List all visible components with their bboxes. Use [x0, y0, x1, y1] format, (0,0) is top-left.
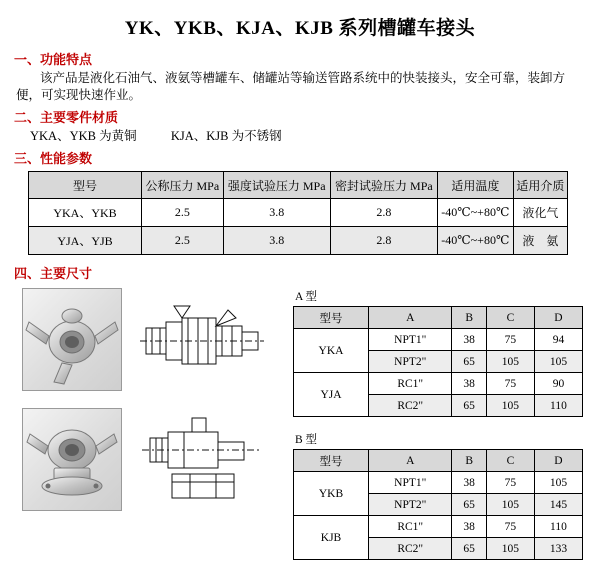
- perf-r1-c2: 3.8: [223, 227, 330, 255]
- material-line: [30, 128, 584, 145]
- dimA-r0-c3: 75: [486, 329, 534, 351]
- perf-r1-c5: 液 氨: [513, 227, 567, 255]
- dimA-r3-c2: 65: [452, 395, 486, 417]
- dimA-r2-c3: 75: [486, 373, 534, 395]
- dimA-col-3: C: [486, 307, 534, 329]
- perf-r1-c3: 2.8: [330, 227, 437, 255]
- dimB-r3-c4: 133: [534, 538, 582, 560]
- perf-col-0: 型号: [29, 172, 142, 199]
- dimB-col-4: D: [534, 450, 582, 472]
- perf-col-4: 适用温度: [437, 172, 513, 199]
- dimB-r0-c0: YKB: [294, 472, 369, 516]
- perf-r1-c1: 2.5: [142, 227, 224, 255]
- dimB-col-1: A: [369, 450, 452, 472]
- perf-r0-c3: 2.8: [330, 199, 437, 227]
- dimB-col-0: 型号: [294, 450, 369, 472]
- perf-col-2: 强度试验压力 MPa: [223, 172, 330, 199]
- dimA-col-4: D: [534, 307, 582, 329]
- table-row: [29, 199, 568, 227]
- dimA-r0-c1: NPT1": [369, 329, 452, 351]
- dimA-r2-c2: 38: [452, 373, 486, 395]
- dimA-r1-c3: 105: [486, 351, 534, 373]
- dimB-r1-c4: 145: [534, 494, 582, 516]
- dimA-r0-c4: 94: [534, 329, 582, 351]
- features-text: 该产品是液化石油气、液氨等槽罐车、储罐站等输送管路系统中的快装接头，安全可靠，装卸方便，可实现快速作业。: [16, 71, 566, 102]
- dimension-table-a: [293, 306, 583, 417]
- figure-row-b: [22, 408, 272, 511]
- dimB-r3-c3: 105: [486, 538, 534, 560]
- section-heading-material: 二、主要零件材质: [14, 110, 119, 125]
- dimB-r2-c3: 75: [486, 516, 534, 538]
- dimB-r0-c4: 105: [534, 472, 582, 494]
- dimB-col-3: C: [486, 450, 534, 472]
- dimA-r2-c0: YJA: [294, 373, 369, 417]
- section-heading-performance: 三、性能参数: [14, 151, 93, 166]
- dimension-tables-column: [293, 288, 585, 574]
- coupling-photo-a-icon: [24, 292, 120, 388]
- dimB-r2-c0: KJB: [294, 516, 369, 560]
- table-row: [294, 516, 583, 538]
- perf-r1-c0: YJA、YJB: [29, 227, 142, 255]
- coupling-photo-b-icon: [24, 412, 120, 508]
- table-row: [29, 227, 568, 255]
- dimB-r0-c3: 75: [486, 472, 534, 494]
- perf-r0-c0: YKA、YKB: [29, 199, 142, 227]
- line-drawing-a: [132, 288, 270, 391]
- dimA-r3-c3: 105: [486, 395, 534, 417]
- dimB-r1-c3: 105: [486, 494, 534, 516]
- table-header-row: [294, 450, 583, 472]
- section-heading-dimensions: 四、主要尺寸: [14, 266, 93, 281]
- section-heading-features: 一、功能特点: [14, 52, 93, 67]
- dimB-r1-c2: 65: [452, 494, 486, 516]
- performance-table: [28, 171, 568, 255]
- table-row: [294, 329, 583, 351]
- dimB-r0-c2: 38: [452, 472, 486, 494]
- dimA-r0-c0: YKA: [294, 329, 369, 373]
- dimB-r2-c4: 110: [534, 516, 582, 538]
- table-row: [294, 373, 583, 395]
- perf-col-3: 密封试验压力 MPa: [330, 172, 437, 199]
- dimension-table-b: [293, 449, 583, 560]
- dimB-r1-c1: NPT2": [369, 494, 452, 516]
- perf-col-5: 适用介质: [513, 172, 567, 199]
- dimB-r3-c2: 65: [452, 538, 486, 560]
- dimA-r3-c1: RC2": [369, 395, 452, 417]
- perf-r0-c1: 2.5: [142, 199, 224, 227]
- photo-coupling-a: [22, 288, 122, 391]
- table-a-label: A 型: [295, 291, 318, 303]
- dimB-col-2: B: [452, 450, 486, 472]
- line-drawing-b: [132, 408, 270, 511]
- dimA-r0-c2: 38: [452, 329, 486, 351]
- dimB-r3-c1: RC2": [369, 538, 452, 560]
- dimA-r1-c2: 65: [452, 351, 486, 373]
- coupling-drawing-b-icon: [132, 408, 270, 511]
- dimA-col-1: A: [369, 307, 452, 329]
- dimA-r1-c1: NPT2": [369, 351, 452, 373]
- dimA-r1-c4: 105: [534, 351, 582, 373]
- perf-r0-c4: -40℃~+80℃: [437, 199, 513, 227]
- dimA-r3-c4: 110: [534, 395, 582, 417]
- perf-r1-c4: -40℃~+80℃: [437, 227, 513, 255]
- dimB-r2-c2: 38: [452, 516, 486, 538]
- dimB-r0-c1: NPT1": [369, 472, 452, 494]
- material-right: KJA、KJB 为不锈钢: [170, 129, 282, 143]
- figure-row-a: [22, 288, 272, 391]
- dimB-r2-c1: RC1": [369, 516, 452, 538]
- page-title: YK、YKB、KJA、KJB 系列槽罐车接头: [124, 18, 476, 39]
- figure-column: [22, 288, 272, 528]
- dimA-r2-c1: RC1": [369, 373, 452, 395]
- table-b-label: B 型: [295, 434, 318, 446]
- photo-coupling-b: [22, 408, 122, 511]
- dimA-col-0: 型号: [294, 307, 369, 329]
- perf-col-1: 公称压力 MPa: [142, 172, 224, 199]
- dimA-r2-c4: 90: [534, 373, 582, 395]
- dimA-col-2: B: [452, 307, 486, 329]
- table-row: [294, 472, 583, 494]
- perf-r0-c5: 液化气: [513, 199, 567, 227]
- table-header-row: [29, 172, 568, 199]
- coupling-drawing-a-icon: [132, 288, 270, 391]
- material-left: YKA、YKB 为黄铜: [30, 129, 137, 143]
- table-header-row: [294, 307, 583, 329]
- perf-r0-c2: 3.8: [223, 199, 330, 227]
